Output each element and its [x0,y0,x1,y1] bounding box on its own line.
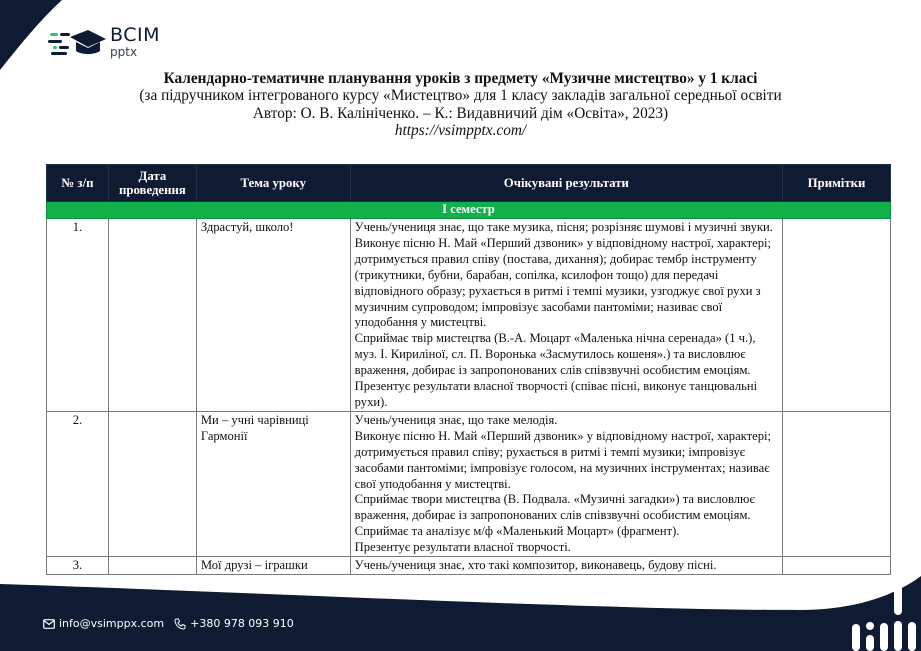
result-line: Учень/учениця знає, що таке музика, пісня; розрізняє шумові і музичні звуки. [354,220,773,234]
column-header-notes: Примітки [783,165,891,202]
row-results [350,411,782,556]
result-line: Сприймає твір мистецтва (В.-А. Моцарт «Маленька нічна серенада» (1 ч.), муз. І. Кириліної, сл. П. Воронька «Засмутилось кошеня».) та висловлює враження, добирає із запропонованих слів співзвучні особистим емоціям. [354,331,756,378]
row-number: 2. [47,411,109,556]
table-header-row [47,165,891,202]
result-line: Презентує результати власної творчості (співає пісні, виконує танцювальні рухи). [354,379,758,409]
column-header-topic: Тема уроку [196,165,350,202]
semester-label: І семестр [47,202,891,219]
table-row [47,411,891,556]
phone-icon [174,618,186,630]
row-number: 1. [47,219,109,412]
lesson-plan-table [46,164,891,575]
column-header-date: Дата проведення [108,165,196,202]
row-notes [783,219,891,412]
result-line: Учень/учениця знає, що таке мелодія. [354,412,558,427]
logo-name: BCIM [110,24,160,46]
document-subtitle: (за підручником інтегрованого курсу «Мистецтво» для 1 класу закладів загальної середньої освіти [139,87,782,105]
row-number: 3. [47,557,109,575]
column-header-number: № з/п [47,165,109,202]
row-topic: Мої друзі – іграшки [196,557,350,575]
table-row [47,219,891,412]
document-url[interactable]: https://vsimpptx.com/ [394,121,527,139]
column-header-results: Очікувані результати [350,165,782,202]
row-topic: Здрастуй, школо! [196,219,350,412]
result-line: Сприймає та аналізує м/ф «Маленький Моцарт» (фрагмент). [354,524,680,539]
result-line: Виконує пісню Н. Май «Перший дзвоник» у відповідному настрої, характері; дотримується правил співу (постава, дихання); добирає тембр інструменту (трикутники, бубни, барабан, сопілка, ксилофон тощо) для передачі відповідного образу; рухається в ритмі і темпі музики, узгоджує свої рухи з музичним супроводом; імпровізує засобами пантоміми; називає свої уподобання у мистецтві. [354,235,772,330]
result-line: Презентує результати власної творчості. [354,540,571,555]
footer-email[interactable]: info@vsimppx.com [59,617,165,630]
graduation-cap-icon [48,25,108,59]
document-title: Календарно-тематичне планування уроків з предмету «Музичне мистецтво» у 1 класі [163,70,758,87]
footer-phone[interactable]: +380 978 093 910 [190,617,294,630]
row-date [108,219,196,412]
document-author: Автор: О. В. Калініченко. – К.: Видавничий дім «Освіта», 2023) [252,104,669,122]
result-line: Сприймає твори мистецтва (В. Подвала. «Музичні загадки») та висловлює враження, добирає із запропонованих слів співзвучні особистим емоціям. [354,492,755,523]
mail-icon [43,619,55,629]
result-line: Виконує пісню Н. Май «Перший дзвоник» у відповідному настрої, характері; дотримується правил співу; рухається в ритмі і темпі музики; імпровізує засобами пантоміми; імпровізує голосом, на музичних інструментах; називає свої уподобання у мистецтві. [354,428,772,491]
logo-subtitle: pptx [110,45,138,59]
row-notes [783,411,891,556]
row-topic: Ми – учні чарівниці Гармонії [196,411,350,556]
footer-background [0,570,921,651]
document-heading [0,70,921,139]
footer-contacts [43,617,294,630]
brand-logo [48,24,160,60]
semester-row [47,202,891,219]
equalizer-bars-icon [848,585,921,651]
result-line: Учень/учениця знає, хто такі композитор, виконавець, будову пісні. [354,558,717,573]
row-results [350,219,782,412]
row-date [108,411,196,556]
